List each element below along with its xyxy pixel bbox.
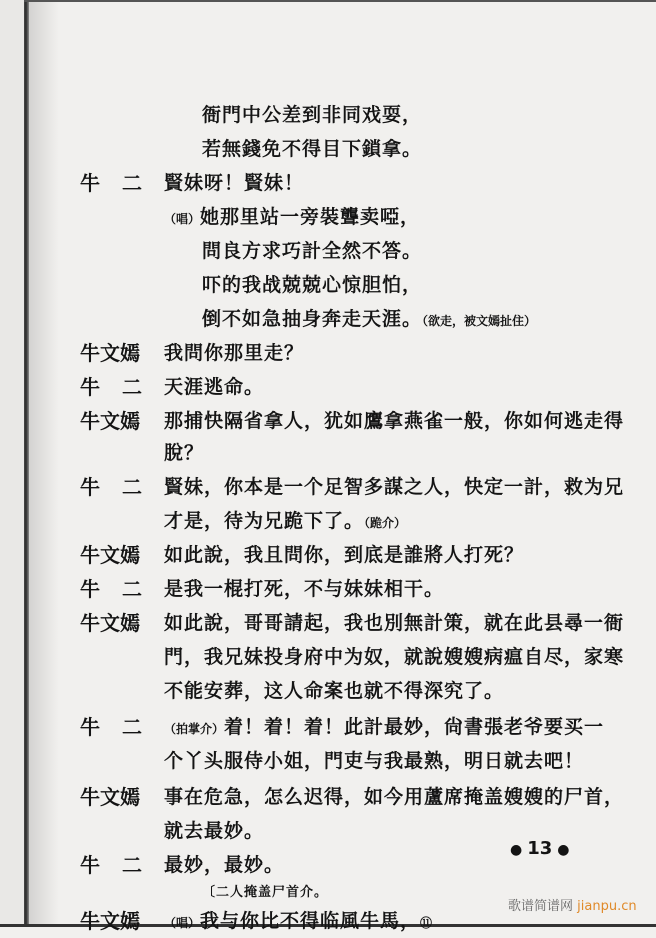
speaker-label: 牛文嫣 — [80, 611, 140, 635]
verse-text: 我与你比不得临風牛馬， — [200, 910, 421, 932]
dialogue-text: 賢妹呀！賢妹！ — [164, 172, 305, 194]
stage-direction-sing: （唱） — [164, 916, 201, 930]
dialogue-text: 天涯逃命。 — [164, 376, 265, 398]
page-top-edge — [24, 0, 656, 2]
dialogue-text: 脫？ — [164, 442, 205, 464]
dialogue-text: 我問你那里走？ — [164, 342, 305, 364]
page-footer — [505, 838, 575, 859]
speaker-label: 牛文嫣 — [80, 909, 140, 933]
speaker-label: 牛二 — [80, 715, 164, 739]
stage-direction: （跪介） — [364, 516, 407, 530]
verse-with-direction — [202, 304, 536, 336]
bullet-icon: ● — [510, 842, 523, 858]
watermark-url: jianpu.cn — [577, 899, 637, 914]
sung-line — [164, 202, 420, 234]
stage-direction: （欲走，被文嫣扯住） — [422, 314, 537, 328]
verse-text: 若無錢免不得目下鎖拿。 — [202, 138, 423, 160]
dialogue-with-direction — [164, 712, 604, 744]
dialogue-text: 如此說，哥哥請起，我也別無計策，就在此县尋一衙 — [164, 612, 625, 634]
dialogue-text: 事在危急，怎么迟得，如今用蘆席掩盖嫂嫂的尸首， — [164, 786, 625, 808]
stage-direction-sing: （唱） — [164, 212, 201, 226]
watermark-site-name: 歌谱简谱网 — [508, 899, 574, 914]
spine-shadow — [29, 0, 59, 927]
dialogue-text: 門，我兄妹投身府中为奴，就說嫂嫂病瘟自尽，家寒 — [164, 646, 625, 668]
footnote-marker: ⑪ — [420, 916, 433, 930]
speaker-label: 牛二 — [80, 577, 164, 601]
dialogue-text: 是我一棍打死，不与妹妹相干。 — [164, 578, 445, 600]
dialogue-text: 才是，待为兄跪下了。 — [164, 510, 365, 532]
site-watermark — [508, 895, 637, 914]
dialogue-text: 着！着！着！此計最妙，尙書張老爷要买一 — [224, 716, 605, 738]
page-number: 13 — [527, 838, 553, 859]
verse-text: 吓的我战兢兢心惊胆怕， — [202, 274, 423, 296]
scan-left-margin — [0, 0, 26, 927]
dialogue-text: 个丫头服侍小姐，門吏与我最熟，明日就去吧！ — [164, 750, 585, 772]
stage-direction: （拍掌介） — [164, 722, 225, 736]
dialogue-text: 最妙，最妙。 — [164, 854, 285, 876]
dialogue-text: 如此說，我且問你，到底是誰將人打死？ — [164, 544, 525, 566]
speaker-label: 牛二 — [80, 475, 164, 499]
speaker-label: 牛二 — [80, 375, 164, 399]
dialogue-text: 就去最妙。 — [164, 820, 265, 842]
verse-text: 她那里站一旁裝聾卖啞， — [200, 206, 421, 228]
speaker-label: 牛二 — [80, 171, 164, 195]
speaker-label: 牛文嫣 — [80, 341, 140, 365]
sung-line — [164, 906, 432, 938]
speaker-label: 牛文嫣 — [80, 543, 140, 567]
speaker-label: 牛二 — [80, 853, 164, 877]
bullet-icon: ● — [557, 842, 570, 858]
dialogue-text: 那捕快隔省拿人，犹如鷹拿燕雀一般，你如何逃走得 — [164, 410, 625, 432]
speaker-label: 牛文嫣 — [80, 409, 140, 433]
speaker-label: 牛文嫣 — [80, 785, 140, 809]
stage-direction: 〔二人掩盖尸首介。 — [202, 885, 329, 900]
verse-text: 衙門中公差到非同戏耍， — [202, 104, 423, 126]
verse-text: 倒不如急抽身奔走天涯。 — [202, 308, 423, 330]
dialogue-text: 不能安葬，这人命案也就不得深究了。 — [164, 680, 505, 702]
dialogue-text: 賢妹，你本是一个足智多謀之人，快定一計，救为兄 — [164, 476, 625, 498]
dialogue-with-direction — [164, 506, 406, 538]
verse-text: 問良方求巧計全然不答。 — [202, 240, 423, 262]
